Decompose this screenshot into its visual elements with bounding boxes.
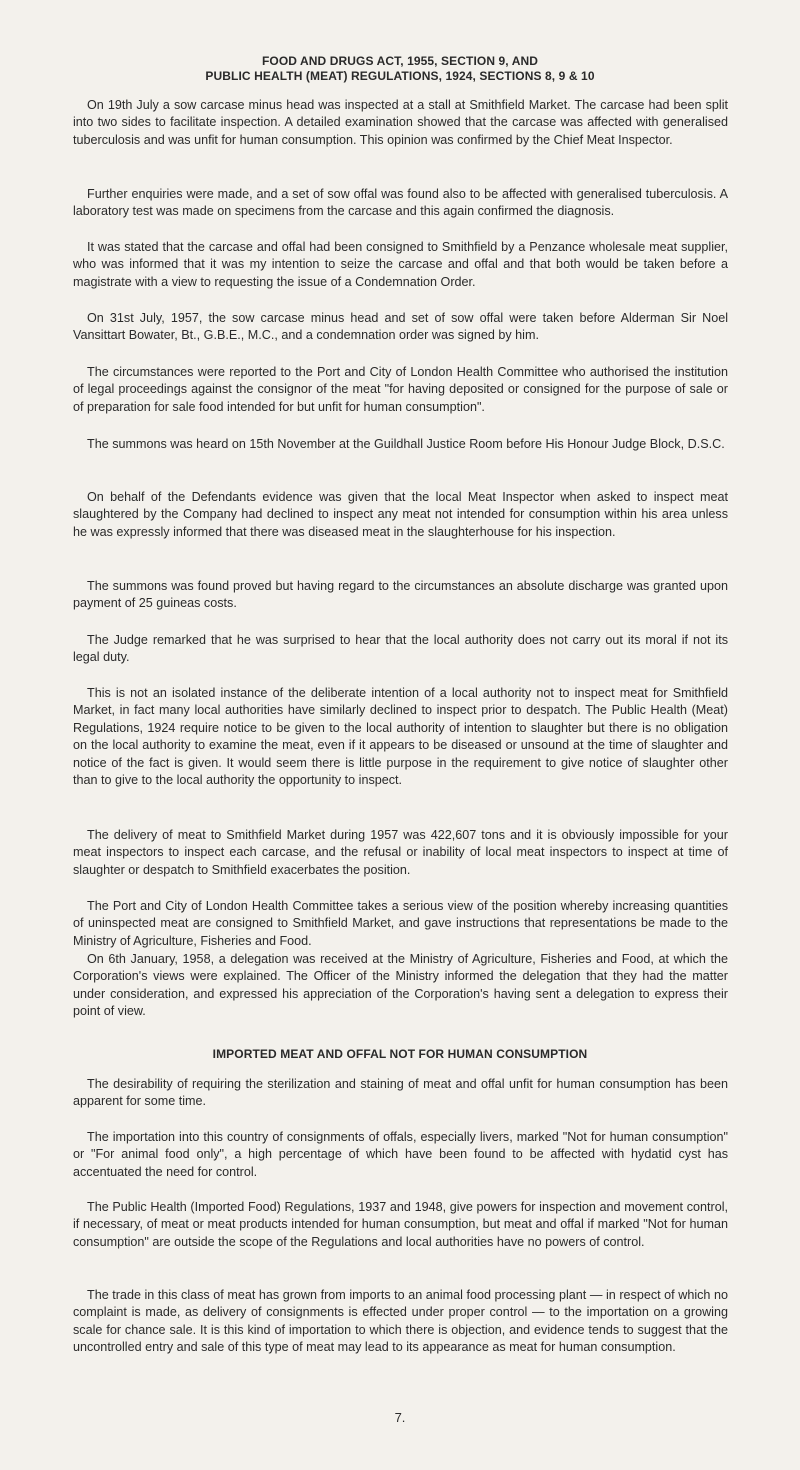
paragraph-health-committee: The Port and City of London Health Committee takes a serious view of the position whereby increasing quantities of uninspected meat are consigned to Smithfield Market, and gave instructions that representations be made to the Ministry of Agriculture, Fisheries and Food. <box>73 899 728 948</box>
page-number: 7. <box>394 1410 406 1425</box>
paragraph-isolated-instance: This is not an isolated instance of the deliberate intention of a local authority not to inspect meat for Smithfield Market, in fact many local authorities have similarly declined to inspect prior to despatch. The Public Health (Meat) Regulations, 1924 require notice to be given to the local authority of intention to slaughter but there is no obligation on the local authority to examine the meat, even if it appears to be diseased or unsound at the time of slaughter and notice of the fact is given. It would seem there is little purpose in the requirement to give notice of slaughter other than to give to the local authority the opportunity to inspect. <box>73 686 728 788</box>
paragraph-regulations: The Public Health (Imported Food) Regulations, 1937 and 1948, give powers for inspection and movement control, if necessary, of meat or meat products intended for human consumption, but meat and offal if marked "Not for human consumption" are outside the scope of the Regulations and local authorities have no powers of control. <box>73 1200 728 1249</box>
paragraph-condemnation: On 31st July, 1957, the sow carcase minus head and set of sow offal were taken before Alderman Sir Noel Vansittart Bowater, Bt., G.B.E., M.C., and a condemnation order was signed by him. <box>73 311 728 343</box>
paragraph-delivery-tonnage: The delivery of meat to Smithfield Market during 1957 was 422,607 tons and it is obviously impossible for your meat inspectors to inspect each carcase, and the refusal or inability of local meat inspectors to inspect at time of slaughter or despatch to Smithfield exacerbates the position. <box>73 828 728 877</box>
imported-meat-heading: IMPORTED MEAT AND OFFAL NOT FOR HUMAN CONSUMPTION <box>212 1047 588 1061</box>
paragraph-importation: The importation into this country of consignments of offals, especially livers, marked "Not for human consumption" or "For animal food only", a high percentage of which have been found to be affected with hydatid cyst has accentuated the need for control. <box>73 1130 728 1179</box>
paragraph-proceedings: The circumstances were reported to the Port and City of London Health Committee who authorised the institution of legal proceedings against the consignor of the meat "for having deposited or consigned for the purpose of sale or of preparation for sale food intended for but unfit for human consumption". <box>73 365 728 414</box>
paragraph-inspection: On 19th July a sow carcase minus head was inspected at a stall at Smithfield Market. The carcase had been split into two sides to facilitate inspection. A detailed examination showed that the carcase was affected with generalised tuberculosis and was unfit for human consumption. This opinion was confirmed by the Chief Meat Inspector. <box>73 98 728 147</box>
paragraph-defence-evidence: On behalf of the Defendants evidence was given that the local Meat Inspector when asked to inspect meat slaughtered by the Company had declined to inspect any meat not intended for consumption within his area unless he was expressly informed that there was diseased meat in the slaughterhouse for his inspection. <box>73 490 728 539</box>
paragraph-sterilization: The desirability of requiring the sterilization and staining of meat and offal unfit for human consumption has been apparent for some time. <box>73 1077 728 1109</box>
paragraph-summons-heard: The summons was heard on 15th November at the Guildhall Justice Room before His Honour Judge Block, D.S.C. <box>87 437 725 451</box>
paragraph-judge-remark: The Judge remarked that he was surprised to hear that the local authority does not carry out its moral if not its legal duty. <box>73 633 728 665</box>
section-heading-line-2: PUBLIC HEALTH (MEAT) REGULATIONS, 1924, SECTIONS 8, 9 & 10 <box>205 69 595 83</box>
paragraph-delegation: On 6th January, 1958, a delegation was received at the Ministry of Agriculture, Fisheries and Food, at which the Corporation's views were explained. The Officer of the Ministry informed the delegation that they had the matter under consideration, and expressed his appreciation of the Corporation's having sent a delegation to express their point of view. <box>73 952 728 1019</box>
paragraph-trade: The trade in this class of meat has grown from imports to an animal food processing plant — in respect of which no complaint is made, as delivery of consignments is effected under proper control — to the importation on a growing scale for chance sale. It is this kind of importation to which there is objection, and evidence tends to suggest that the uncontrolled entry and sale of this type of meat may lead to its appearance as meat for human consumption. <box>73 1288 728 1355</box>
paragraph-consignment: It was stated that the carcase and offal had been consigned to Smithfield by a Penzance wholesale meat supplier, who was informed that it was my intention to seize the carcase and offal and that both would be taken before a magistrate with a view to requesting the issue of a Condemnation Order. <box>73 240 728 289</box>
paragraph-enquiries: Further enquiries were made, and a set of sow offal was found also to be affected with generalised tuberculosis. A laboratory test was made on specimens from the carcase and this again confirmed the diagnosis. <box>73 187 728 219</box>
section-heading-line-1: FOOD AND DRUGS ACT, 1955, SECTION 9, AND <box>261 54 539 68</box>
paragraph-discharge: The summons was found proved but having regard to the circumstances an absolute discharge was granted upon payment of 25 guineas costs. <box>73 579 728 611</box>
